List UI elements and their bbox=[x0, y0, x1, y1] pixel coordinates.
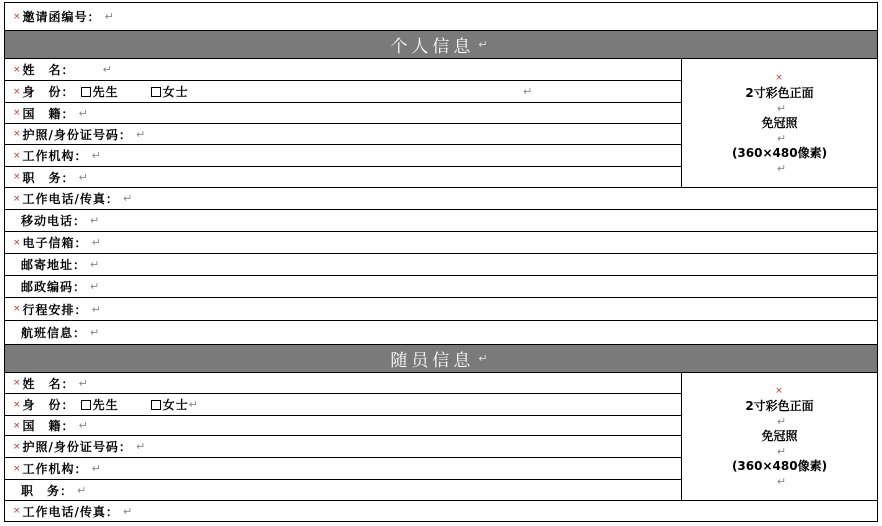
return-mark: ↵ bbox=[122, 504, 134, 518]
itinerary-field[interactable] bbox=[5, 298, 102, 320]
return-mark: ↵ bbox=[90, 280, 101, 293]
nationality-field[interactable] bbox=[5, 103, 89, 123]
identity-row bbox=[5, 81, 681, 103]
companion-nationality-field[interactable] bbox=[5, 416, 89, 435]
return-mark: ↵ bbox=[188, 398, 199, 411]
return-mark: ↵ bbox=[102, 63, 113, 76]
required-mark: × bbox=[13, 441, 22, 452]
required-mark: × bbox=[13, 378, 22, 388]
required-mark: × bbox=[13, 463, 22, 474]
phone-fax-field[interactable] bbox=[5, 188, 133, 209]
flight-field[interactable] bbox=[5, 321, 100, 344]
ms-checkbox[interactable] bbox=[151, 87, 161, 97]
companion-organization-field[interactable] bbox=[5, 458, 102, 479]
companion-identity-row bbox=[5, 394, 681, 416]
postcode-row bbox=[5, 276, 877, 298]
companion-nationality-label: 国 籍： bbox=[22, 419, 75, 433]
invitation-number-field[interactable] bbox=[5, 3, 115, 30]
mobile-row bbox=[5, 210, 877, 232]
position-row bbox=[5, 167, 681, 188]
address-field[interactable] bbox=[5, 254, 100, 275]
required-mark: × bbox=[13, 193, 22, 204]
required-mark: × bbox=[13, 172, 22, 182]
companion-phone-fax-row bbox=[5, 501, 877, 521]
return-mark: ↵ bbox=[78, 419, 89, 432]
name-label: 姓 名： bbox=[22, 63, 75, 77]
photo-line-3: (360×480像素) bbox=[731, 145, 828, 160]
photo-line-2: 免冠照 bbox=[761, 115, 798, 130]
return-mark: ↵ bbox=[78, 376, 89, 390]
address-row bbox=[5, 254, 877, 276]
nationality-row bbox=[5, 103, 681, 124]
return-mark: ↵ bbox=[523, 85, 534, 98]
return-mark: ↵ bbox=[135, 127, 147, 141]
required-mark: × bbox=[13, 399, 22, 410]
phone-fax-row bbox=[5, 188, 877, 210]
return-mark: ↵ bbox=[91, 149, 102, 162]
companion-position-row bbox=[5, 480, 681, 501]
mobile-field[interactable] bbox=[5, 210, 100, 231]
companion-info-title: 随员信息 bbox=[390, 351, 475, 371]
required-mark: × bbox=[13, 64, 22, 75]
organization-row bbox=[5, 145, 681, 167]
phone-fax-label: 工作电话/传真： bbox=[22, 192, 119, 206]
companion-mr-checkbox[interactable] bbox=[81, 400, 91, 410]
return-mark: ↵ bbox=[91, 302, 102, 316]
invitation-number-row bbox=[5, 3, 877, 31]
required-mark: × bbox=[13, 150, 22, 161]
itinerary-row bbox=[5, 298, 877, 321]
name-row bbox=[5, 59, 681, 81]
companion-name-field[interactable] bbox=[5, 373, 89, 393]
photo-box[interactable] bbox=[681, 59, 877, 188]
invitation-number-label: 邀请函编号： bbox=[22, 10, 101, 24]
position-field[interactable] bbox=[5, 167, 89, 187]
return-mark: ↵ bbox=[104, 10, 115, 23]
return-mark: ↵ bbox=[90, 326, 101, 339]
passport-row bbox=[5, 124, 681, 145]
return-mark: ↵ bbox=[776, 161, 787, 175]
mr-label: 先生 bbox=[92, 85, 119, 99]
return-mark: ↵ bbox=[776, 131, 787, 145]
organization-label: 工作机构： bbox=[22, 149, 88, 163]
required-mark: × bbox=[13, 237, 22, 248]
flight-label: 航班信息： bbox=[21, 326, 87, 340]
companion-nationality-row bbox=[5, 416, 681, 436]
return-mark: ↵ bbox=[90, 214, 101, 227]
return-mark: ↵ bbox=[77, 483, 88, 497]
identity-field bbox=[5, 81, 681, 102]
passport-field[interactable] bbox=[5, 124, 146, 144]
return-mark: ↵ bbox=[78, 106, 89, 120]
required-mark: × bbox=[13, 420, 22, 431]
personal-info-title: 个人信息 bbox=[390, 37, 475, 57]
companion-passport-label: 护照/身份证号码： bbox=[22, 440, 132, 454]
companion-photo-line-2: 免冠照 bbox=[761, 429, 798, 443]
return-mark: ↵ bbox=[135, 440, 147, 453]
companion-phone-fax-field[interactable] bbox=[5, 501, 133, 521]
mobile-label: 移动电话： bbox=[21, 214, 87, 228]
companion-name-row bbox=[5, 373, 681, 394]
return-mark: ↵ bbox=[478, 352, 492, 365]
companion-organization-label: 工作机构： bbox=[22, 462, 88, 476]
return-mark: ↵ bbox=[90, 258, 101, 271]
required-mark: × bbox=[13, 506, 22, 516]
return-mark: ↵ bbox=[122, 192, 134, 205]
required-mark: × bbox=[13, 129, 22, 139]
ms-label: 女士 bbox=[162, 85, 189, 99]
return-mark: ↵ bbox=[776, 445, 787, 458]
return-mark: ↵ bbox=[78, 170, 89, 184]
companion-photo-line-3: (360×480像素) bbox=[731, 459, 828, 473]
companion-position-field[interactable] bbox=[5, 480, 87, 500]
email-label: 电子信箱： bbox=[22, 236, 88, 250]
organization-field[interactable] bbox=[5, 145, 102, 166]
email-row bbox=[5, 232, 877, 254]
required-mark: × bbox=[13, 11, 22, 22]
required-mark: × bbox=[13, 304, 22, 314]
position-label: 职 务： bbox=[22, 170, 75, 185]
companion-mr-label: 先生 bbox=[92, 398, 119, 412]
companion-photo-line-1: 2寸彩色正面 bbox=[745, 399, 814, 413]
passport-label: 护照/身份证号码： bbox=[22, 127, 132, 142]
companion-phone-fax-label: 工作电话/传真： bbox=[22, 504, 119, 519]
itinerary-label: 行程安排： bbox=[22, 302, 88, 317]
companion-position-label: 职 务： bbox=[21, 483, 74, 498]
companion-passport-row bbox=[5, 436, 681, 458]
required-mark: × bbox=[775, 386, 783, 396]
return-mark: ↵ bbox=[776, 101, 787, 115]
postcode-field[interactable] bbox=[5, 276, 100, 297]
registration-form bbox=[4, 2, 878, 522]
nationality-label: 国 籍： bbox=[22, 106, 75, 121]
postcode-label: 邮政编码： bbox=[21, 280, 87, 294]
companion-ms-label: 女士 bbox=[162, 398, 189, 412]
companion-identity-field bbox=[5, 394, 199, 415]
companion-info-header bbox=[5, 345, 877, 373]
return-mark: ↵ bbox=[91, 236, 102, 249]
required-mark: × bbox=[775, 72, 783, 83]
companion-photo-box[interactable] bbox=[681, 373, 877, 501]
name-field[interactable] bbox=[5, 59, 113, 80]
return-mark: ↵ bbox=[776, 475, 787, 488]
companion-organization-row bbox=[5, 458, 681, 480]
return-mark: ↵ bbox=[91, 462, 102, 475]
required-mark: × bbox=[13, 86, 22, 97]
return-mark: ↵ bbox=[776, 415, 787, 428]
mr-checkbox[interactable] bbox=[81, 87, 91, 97]
companion-name-label: 姓 名： bbox=[22, 376, 75, 391]
photo-line-1: 2寸彩色正面 bbox=[745, 85, 814, 100]
address-label: 邮寄地址： bbox=[21, 258, 87, 272]
identity-label: 身 份： bbox=[22, 85, 75, 99]
companion-ms-checkbox[interactable] bbox=[151, 400, 161, 410]
required-mark: × bbox=[13, 108, 22, 118]
flight-row bbox=[5, 321, 877, 345]
return-mark: ↵ bbox=[478, 38, 492, 51]
companion-passport-field[interactable] bbox=[5, 436, 146, 457]
email-field[interactable] bbox=[5, 232, 102, 253]
personal-info-header bbox=[5, 31, 877, 59]
companion-identity-label: 身 份： bbox=[22, 398, 75, 412]
